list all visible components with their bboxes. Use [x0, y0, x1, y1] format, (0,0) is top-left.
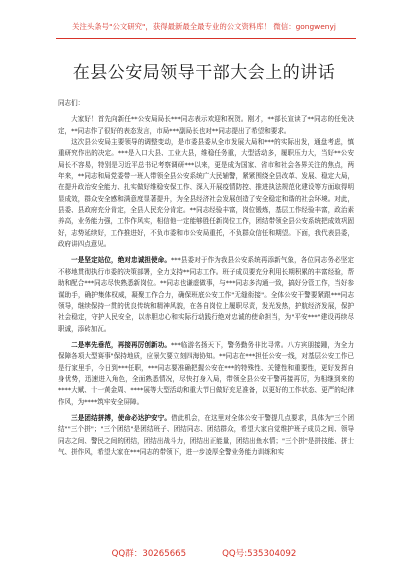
- header-divider: [56, 38, 356, 39]
- point-lead: 二是率先垂范，再接再厉创新功。: [71, 340, 171, 349]
- salutation: 同志们：: [58, 99, 85, 107]
- footer: [0, 548, 408, 560]
- point-paragraph: [58, 255, 354, 334]
- body-paragraph: 大家好！首先向新任**公安局局长***同志表示欢迎和祝贺。刚才，**部长宣读了**同志的任免决定，**同志作了很好的表态发言，市局***副局长也对**同志提出了希望和要求。: [58, 115, 354, 135]
- point-text: ***临游名扬天下，警务勤务非比寻常。八方宾朋接踵，为全力保障各项大型赛事"保持地质，应景欠要立刻四海协知。**同志在***担任公安一线，对基层公安工作已是行家里手，今日到***任职，***同志要准确把握公安在***的特殊性、关键性和重要性，更好发挥自身优势，迅速进入角色，全面熟悉情况，尽快打身入局，带领全县公安干警再接再厉，为相继到来的****大赋、十一黄金周、****展等大型活动和重大节日做好充足准备，以更好的工作状态、更严的纪律作风，为****筑牢安全屏障。: [58, 340, 354, 406]
- point-text: ***县委对于作为我县公安系统再添新气象，各位同志务必坚定不移地贯彻执行市委的决策部署，全力支持**同志工作。班子成员要充分利用长期积累的丰富经验，帮助和配合***同志尽快熟悉新岗位。**同志也谦虚做事，与***同志多沟通一致，搞好分管工作，当好参谋助手，确护集体权威，凝聚工作合力，确保班底公安工作"无缝衔接"。全体公安干警要紧跟***同志领导，继续保持一贯的优良传统和精神风貌，在各自岗位上履职尽责，发光发热，护航经济发展，保护社会稳定，守护人民安全，以赤胆忠心和实际行动践行绝对忠诚的使命担当，为"平安***"建设再续尽职诚，添砖加瓦。: [58, 256, 354, 333]
- footer-qq: QQ号:535304092: [222, 549, 297, 559]
- point-text: 借此机会，在这里对全体公安干警提几点要求，具体为"三个团结""三个拼"；"三个团结"是团结班子、团结同志、团结群众，希望大家自觉维护班子成员之间、领导同志之间、警民之间的团结，团结出战斗力，团结出正能量，团结出鱼水情；"三个拼"是拼技能、拼士气、拼作风，希望大家在***同志的带领下，进一步凌厚全警业务能力训练和实: [58, 413, 354, 456]
- point-paragraph: [58, 413, 354, 458]
- point-paragraph: [58, 340, 354, 408]
- point-lead: 一是坚定站位，绝对忠诚担使命。: [71, 256, 171, 265]
- document-body: [58, 98, 354, 458]
- document-title: 在县公安局领导干部大会上的讲话: [72, 63, 336, 83]
- body-paragraph: 这次县公安局主要领导的调整变动，是市委县委从全市发展大局和***的实际出发，通盘考虑，慎重研究作出的决定。***是入口大县、工业大县，维稳任务重，大型活动多，履职压力大，当好**公安局长不容易，特别是习近平总书记考察调研***以来，更是成为国家、省市和社会各界关注的焦点，两年来，**同志和局党委带一班人带领全县公安系统广大民辅警，紧紧围绕全县改革、发展、稳定大局，在提升政治安全能力、扎实做好维稳安保工作、深入开展疫情防控、推进执法规范化建设等方面取得明显成效，群众安全感和满意度显著提升，为全县经济社会发展创造了安全稳定和谐的社会环境。对此，县委、县政府充分肯定，全县人民充分肯定。**同志经验丰富，岗位锻炼，基层工作经验丰富，政治素养高，业务能力强，工作作风实，相信他一定能够胜任新岗位工作，团结带领全县公安系统把成效巩固好，志势延续好，工作推进好，不负市委和市公安局重托，不负群众信任和期望。下面，我代表县委，政府讲四点意见。: [58, 138, 354, 249]
- point-lead: 三是团结拼搏，使命必达护安宁。: [71, 413, 172, 422]
- header-banner: 关注头条号"公文研究"，获得最新最全最专业的公文资料库！ 微信：gongwenyj: [72, 22, 336, 31]
- footer-qq-group: QQ群：30265665: [111, 549, 187, 559]
